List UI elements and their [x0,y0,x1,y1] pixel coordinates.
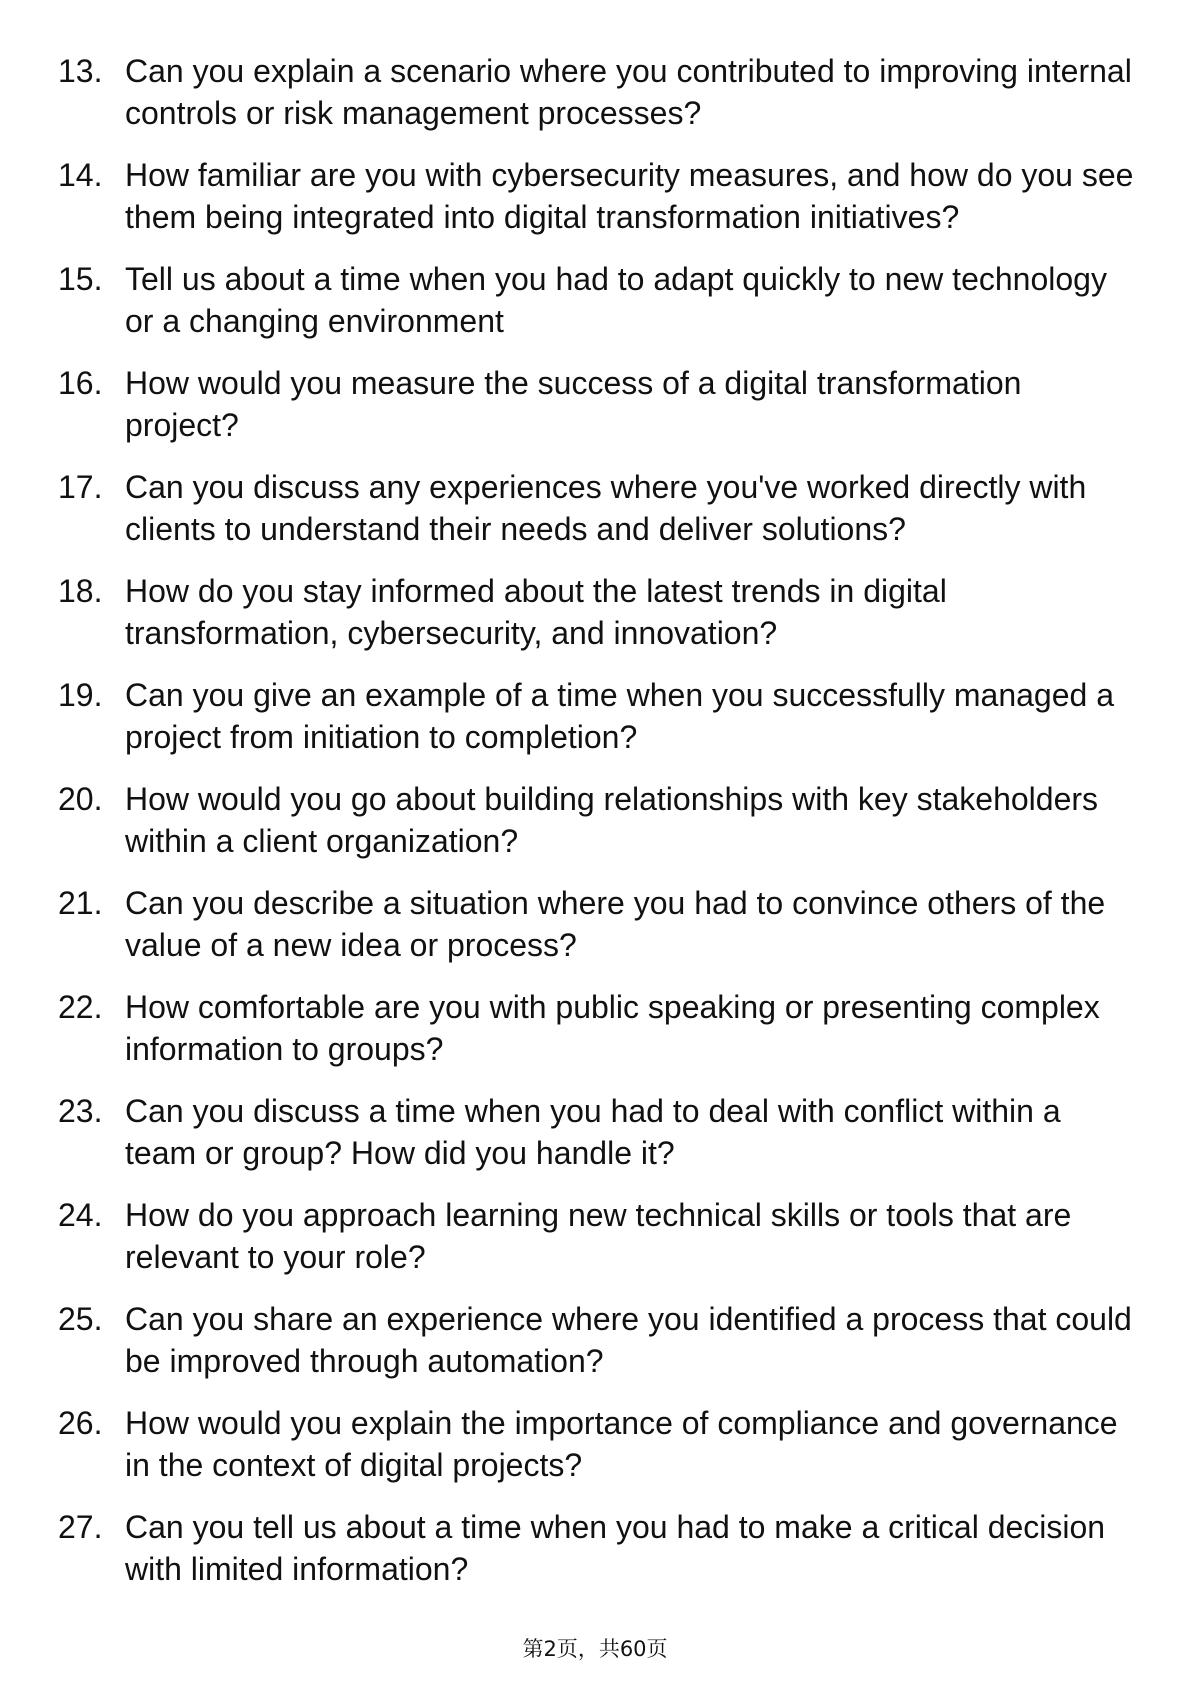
question-text: Can you share an experience where you identified a process that could be improved through automation? [125,1301,1132,1379]
question-item-14 [0,154,1190,238]
question-number: 23. [58,1093,103,1129]
question-number: 19. [58,677,103,713]
question-number: 20. [58,781,103,817]
question-item-15 [0,258,1190,342]
question-text: How familiar are you with cybersecurity measures, and how do you see them being integrated into digital transformation initiatives? [125,157,1134,235]
question-item-25 [0,1298,1190,1382]
question-item-13 [0,50,1190,134]
question-number: 18. [58,573,103,609]
question-text: Can you give an example of a time when you successfully managed a project from initiation to completion? [125,677,1114,755]
question-number: 16. [58,365,103,401]
question-number: 27. [58,1509,103,1545]
question-number: 25. [58,1301,103,1337]
question-number: 13. [58,53,103,89]
page-number-label: 第2页，共60页 [522,1637,668,1661]
question-item-21 [0,882,1190,966]
question-text: How do you approach learning new technical skills or tools that are relevant to your role? [125,1197,1072,1275]
question-text: How comfortable are you with public speaking or presenting complex information to groups? [125,989,1100,1067]
question-text: How would you explain the importance of compliance and governance in the context of digital projects? [125,1405,1118,1483]
question-text: Can you discuss a time when you had to deal with conflict within a team or group? How did you handle it? [125,1093,1061,1171]
question-item-22 [0,986,1190,1070]
question-item-20 [0,778,1190,862]
question-text: Can you describe a situation where you had to convince others of the value of a new idea or process? [125,885,1106,963]
question-list [0,50,1190,1610]
question-item-24 [0,1194,1190,1278]
question-number: 21. [58,885,103,921]
question-number: 14. [58,157,103,193]
question-number: 24. [58,1197,103,1233]
question-text: How would you measure the success of a digital transformation project? [125,365,1022,443]
question-text: Can you explain a scenario where you contributed to improving internal controls or risk management processes? [125,53,1132,131]
question-item-17 [0,466,1190,550]
question-text: How would you go about building relationships with key stakeholders within a client organization? [125,781,1099,859]
question-item-23 [0,1090,1190,1174]
page-footer [0,1634,1190,1664]
question-text: Tell us about a time when you had to adapt quickly to new technology or a changing environment [125,261,1107,339]
question-item-26 [0,1402,1190,1486]
question-text: Can you discuss any experiences where you've worked directly with clients to understand their needs and deliver solutions? [125,469,1087,547]
question-item-27 [0,1506,1190,1590]
question-item-16 [0,362,1190,446]
question-text: Can you tell us about a time when you had to make a critical decision with limited information? [125,1509,1106,1587]
question-number: 15. [58,261,103,297]
question-number: 26. [58,1405,103,1441]
question-number: 22. [58,989,103,1025]
question-text: How do you stay informed about the latest trends in digital transformation, cybersecurity, and innovation? [125,573,947,651]
question-number: 17. [58,469,103,505]
question-item-18 [0,570,1190,654]
question-item-19 [0,674,1190,758]
